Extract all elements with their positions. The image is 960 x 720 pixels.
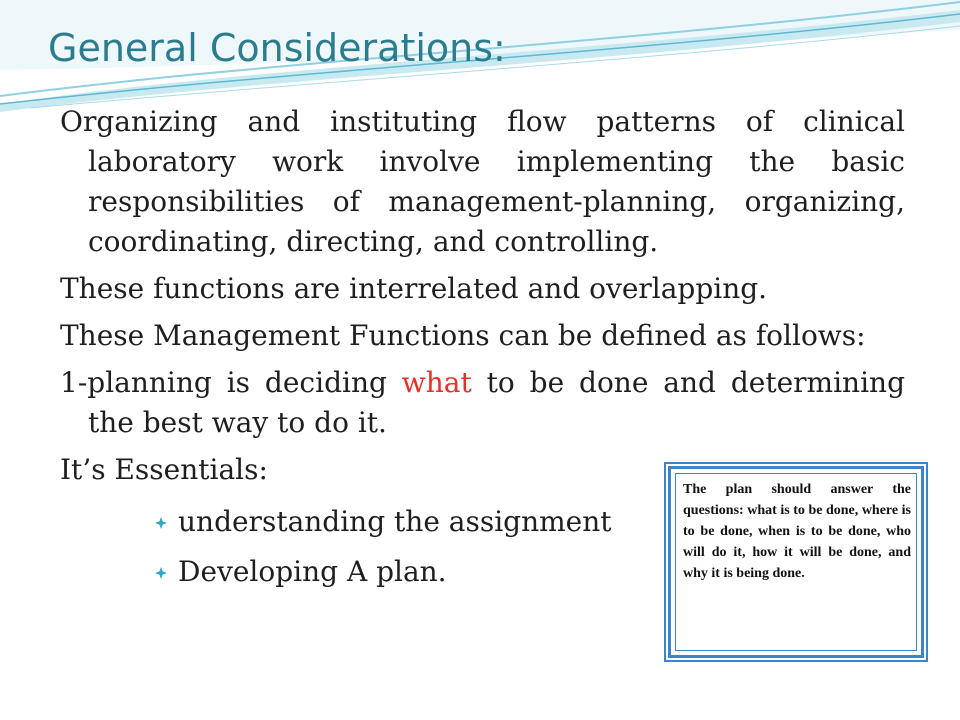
- planning-text-after: to be done and determining the best way to do it.: [88, 366, 905, 439]
- planning-highlight-what: what: [401, 366, 472, 399]
- diamond-bullet-icon: [155, 517, 167, 529]
- body-paragraph-definition: These Management Functions can be defined as follows:: [60, 319, 866, 352]
- planning-text-before: 1-planning is deciding: [60, 366, 402, 399]
- essentials-heading: It’s Essentials:: [60, 453, 268, 486]
- essential-item-2-label: Developing A plan.: [178, 555, 447, 588]
- planning-paragraph: [60, 363, 905, 443]
- body-paragraph-functions: These functions are interrelated and overlapping.: [60, 272, 768, 305]
- diamond-bullet-icon: [155, 567, 167, 579]
- plan-questions-callout: [668, 466, 924, 658]
- slide-title: General Considerations:: [48, 26, 506, 70]
- body-paragraph-intro: Organizing and instituting flow patterns of clinical laboratory work involve implementing the basic responsibilities of management-planning, organizing, coordinating, directing, and controlling.: [60, 105, 905, 258]
- callout-text: The plan should answer the questions: what is to be done, where is to be done, when is to be done, who will do it, how it will be done, and why it is being done.: [683, 482, 911, 581]
- essential-item-1-label: understanding the assignment: [178, 505, 612, 538]
